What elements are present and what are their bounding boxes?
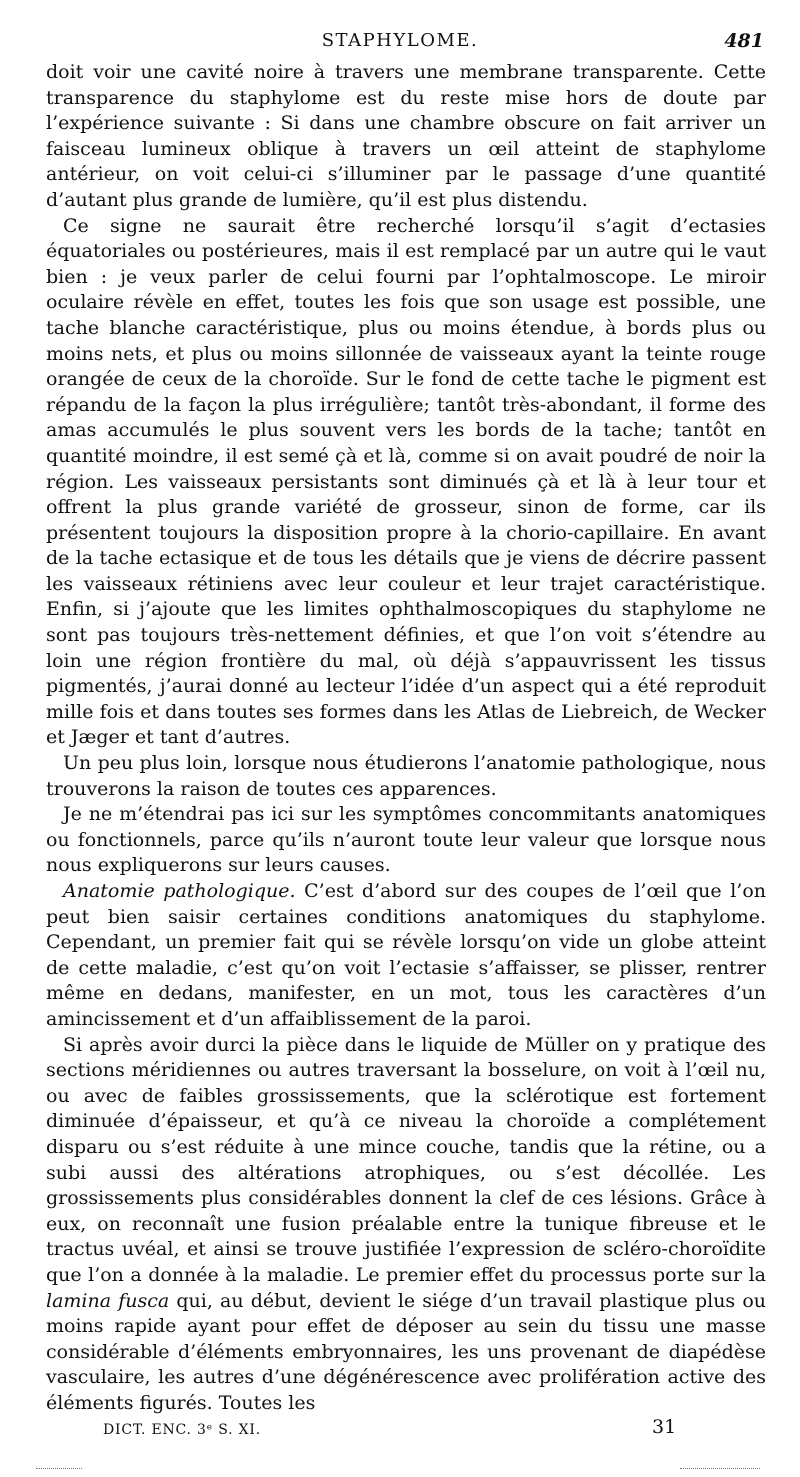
page-header [0,30,800,58]
body-text [46,60,766,1416]
page-number: 481 [724,30,764,52]
scan-artifact-left [36,1468,82,1470]
paragraph-anatomy [46,879,766,1033]
emphasis-lamina-fusca: lamina fusca [46,1289,170,1312]
scan-artifact-right [680,1468,760,1470]
last-text-2: qui, au début, devient le siége d’un travail plastique plus ou moins rapide ayant pour effet de déposer au sein du tissu une masse considérable d’éléments embryonnaires, les uns provenant de diapédèse vasculaire, les autres d’une dégénérescence avec prolifération active des éléments figurés. Toutes les [46,1289,767,1414]
anatomy-text: C’est d’abord sur des coupes de l’œil que l’on peut bien saisir certaines conditions anatomiques du staphylome. Cependant, un premier fait qui se révèle lorsqu’on vide un globe atteint de cette maladie, c’est qu’on voit l’ectasie s’affaisser, se plisser, rentrer même en dedans, manifester, en un mot, tous les caractères d’un amincissement et d’un affaiblissement de la paroi. [46,880,766,1030]
section-heading-anatomie: Anatomie pathologique. [63,880,296,902]
paragraph-3: Un peu plus loin, lorsque nous étudierons l’anatomie pathologique, nous trouverons la raison de toutes ces apparences. [46,752,766,800]
paragraph-1: doit voir une cavité noire à travers une membrane transparente. Cette transparence du staphylome est du reste mise hors de doute par l’expérience suivante : Si dans une chambre obscure on fait arriver un faisceau lumineux oblique à travers un œil atteint de staphylome antérieur, on voit celui-ci s’illuminer par le passage d’une quantité d’autant plus grande de lumière, qu’il est plus distendu. [46,61,766,211]
signature-mark: 31 [652,1416,677,1438]
paragraph-4: Je ne m’étendrai pas ici sur les symptômes concommitants anatomiques ou fonctionnels, parce qu’ils n’auront toute leur valeur que lorsque nous nous expliquerons sur leurs causes. [46,803,766,877]
footer-volume: DICT. ENC. 3ᵉ S. XI. [103,1422,261,1438]
paragraph-last [46,1033,766,1417]
page-footer [0,1416,800,1446]
last-text-1: Si après avoir durci la pièce dans le liquide de Müller on y pratique des sections méridiennes ou autres traversant la bosselure, on voit à l’œil nu, ou avec de faibles grossissements, que la sclérotique est fortement diminuée d’épaisseur, et qu’à ce niveau la choroïde a complétement disparu ou s’est réduite à une mince couche, tandis que la rétine, ou a subi aussi des altérations atrophiques, ou s’est décollée. Les grossissements plus considérables donnent la clef de ces lésions. Grâce à eux, on reconnaît une fusion préalable entre la tunique fibreuse et le tractus uvéal, et ainsi se trouve justifiée l’expression de scléro-choroïdite que l’on a donnée à la maladie. Le premier effet du processus porte sur la [46,1033,766,1286]
running-head: STAPHYLOME. [321,30,479,51]
paragraph-2: Ce signe ne saurait être recherché lorsqu’il s’agit d’ectasies équatoriales ou postérieures, mais il est remplacé par un autre qui le vaut bien : je veux parler de celui fourni par l’ophtalmoscope. Le miroir oculaire révèle en effet, toutes les fois que son usage est possible, une tache blanche caractéristique, plus ou moins étendue, à bords plus ou moins nets, et plus ou moins sillonnée de vaisseaux ayant la teinte rouge orangée de ceux de la choroïde. Sur le fond de cette tache le pigment est répandu de la façon la plus irrégulière; tantôt très-abondant, il forme des amas accumulés le plus souvent vers les bords de la tache; tantôt en quantité moindre, il est semé çà et là, comme si on avait poudré de noir la région. Les vaisseaux persistants sont diminués çà et là à leur tour et offrent la plus grande variété de grosseur, sinon de forme, car ils présentent toujours la disposition propre à la chorio-capillaire. En avant de la tache ectasique et de tous les détails que je viens de décrire passent les vaisseaux rétiniens avec leur couleur et leur trajet caractéristique. Enfin, si j’ajoute que les limites ophthalmoscopiques du staphylome ne sont pas toujours très-nettement définies, et que l’on voit s’étendre au loin une région frontière du mal, où déjà s’appauvrissent les tissus pigmentés, j’aurai donné au lecteur l’idée d’un aspect qui a été reproduit mille fois et dans toutes ses formes dans les Atlas de Liebreich, de Wecker et Jæger et tant d’autres. [46,214,766,749]
